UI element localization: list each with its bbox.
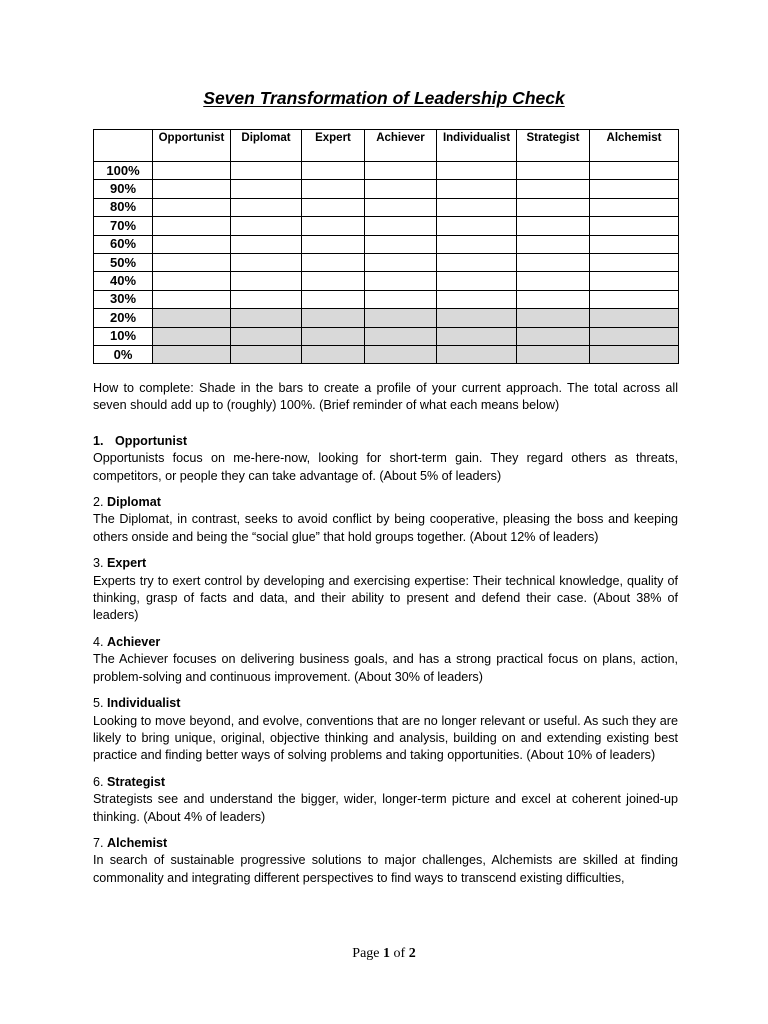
grid-cell[interactable] (590, 309, 679, 327)
page-title: Seven Transformation of Leadership Check (203, 88, 565, 108)
grid-cell[interactable] (590, 235, 679, 253)
grid-cell[interactable] (302, 309, 365, 327)
grid-cell[interactable] (365, 180, 437, 198)
section-heading (93, 774, 678, 791)
grid-cell[interactable] (231, 235, 302, 253)
leadership-grid (93, 129, 679, 364)
section-heading (93, 494, 678, 511)
sections-list (93, 433, 678, 887)
grid-cell[interactable] (437, 290, 517, 308)
grid-cell[interactable] (590, 253, 679, 271)
grid-cell[interactable] (302, 290, 365, 308)
grid-cell[interactable] (231, 272, 302, 290)
percent-label: 30% (94, 290, 153, 308)
document-body (93, 380, 678, 896)
section-heading (93, 695, 678, 712)
grid-cell[interactable] (153, 272, 231, 290)
section-name: Strategist (107, 774, 166, 789)
column-header: Alchemist (590, 130, 679, 162)
grid-cell[interactable] (517, 180, 590, 198)
section-name: Achiever (107, 634, 161, 649)
table-row (94, 198, 679, 216)
grid-cell[interactable] (302, 217, 365, 235)
grid-cell[interactable] (153, 217, 231, 235)
section (93, 555, 678, 625)
percent-label: 40% (94, 272, 153, 290)
grid-cell[interactable] (365, 309, 437, 327)
grid-cell[interactable] (517, 198, 590, 216)
grid-cell[interactable] (302, 345, 365, 363)
table-row (94, 162, 679, 180)
page-label: Page (352, 946, 380, 961)
section (93, 774, 678, 826)
grid-cell[interactable] (231, 198, 302, 216)
page-of: of (393, 946, 406, 961)
table-row (94, 345, 679, 363)
grid-cell[interactable] (517, 162, 590, 180)
section-text: Opportunists focus on me-here-now, looking for short-term gain. They regard others as threats, competitors, or people they can take advantage of. (About 5% of leaders) (93, 451, 678, 483)
grid-cell[interactable] (302, 272, 365, 290)
grid-cell[interactable] (153, 345, 231, 363)
grid-cell[interactable] (437, 309, 517, 327)
grid-cell[interactable] (153, 162, 231, 180)
grid-cell[interactable] (437, 235, 517, 253)
column-header: Diplomat (231, 130, 302, 162)
grid-cell[interactable] (437, 272, 517, 290)
section-number: 7. (93, 835, 104, 850)
grid-cell[interactable] (517, 217, 590, 235)
grid-cell[interactable] (302, 162, 365, 180)
grid-cell[interactable] (590, 327, 679, 345)
grid-cell[interactable] (590, 198, 679, 216)
grid-cell[interactable] (590, 272, 679, 290)
grid-cell[interactable] (231, 290, 302, 308)
grid-cell[interactable] (437, 198, 517, 216)
grid-cell[interactable] (302, 198, 365, 216)
grid-cell[interactable] (302, 235, 365, 253)
percent-label: 60% (94, 235, 153, 253)
section-text: Looking to move beyond, and evolve, conventions that are no longer relevant or useful. As such they are likely to bring unique, original, objective thinking and analysis, building on and extending existing best practice and finding better ways of solving problems and taking opportunities. (About 10% of leaders) (93, 713, 678, 763)
grid-cell[interactable] (231, 253, 302, 271)
section (93, 494, 678, 546)
header-row (94, 130, 679, 162)
page-current: 1 (383, 946, 391, 961)
percent-label: 90% (94, 180, 153, 198)
column-header: Achiever (365, 130, 437, 162)
grid-cell[interactable] (437, 180, 517, 198)
percent-label: 70% (94, 217, 153, 235)
grid-cell[interactable] (517, 309, 590, 327)
section-number: 5. (93, 696, 104, 711)
table-row (94, 272, 679, 290)
section-name: Alchemist (107, 835, 168, 850)
grid-cell[interactable] (365, 235, 437, 253)
section-number: 1. (93, 433, 104, 448)
grid-cell[interactable] (153, 253, 231, 271)
grid-cell[interactable] (231, 327, 302, 345)
grid-cell[interactable] (153, 327, 231, 345)
grid-cell[interactable] (365, 272, 437, 290)
section (93, 634, 678, 686)
grid-cell[interactable] (153, 235, 231, 253)
section-text: The Achiever focuses on delivering business goals, and has a strong practical focus on plans, action, problem-solving and continuous improvement. (About 30% of leaders) (93, 652, 678, 684)
table-row (94, 327, 679, 345)
grid-cell[interactable] (365, 290, 437, 308)
section (93, 835, 678, 887)
grid-cell[interactable] (517, 235, 590, 253)
section-name: Expert (107, 556, 147, 571)
section-number: 2. (93, 495, 104, 510)
section-heading (93, 555, 678, 572)
section-number: 6. (93, 774, 104, 789)
percent-label: 0% (94, 345, 153, 363)
column-header: Opportunist (153, 130, 231, 162)
column-header: Strategist (517, 130, 590, 162)
percent-label: 100% (94, 162, 153, 180)
table-row (94, 309, 679, 327)
grid-cell[interactable] (365, 345, 437, 363)
grid-cell[interactable] (590, 345, 679, 363)
percent-label: 10% (94, 327, 153, 345)
grid-cell[interactable] (517, 345, 590, 363)
column-header: Individualist (437, 130, 517, 162)
percent-label: 80% (94, 198, 153, 216)
grid-cell[interactable] (365, 162, 437, 180)
grid-cell[interactable] (517, 290, 590, 308)
grid-cell[interactable] (231, 180, 302, 198)
grid-cell[interactable] (590, 162, 679, 180)
section-heading (93, 835, 678, 852)
grid-cell[interactable] (302, 180, 365, 198)
section-text: The Diplomat, in contrast, seeks to avoid conflict by being cooperative, pleasing the boss and keeping others onside and being the “social glue” that hold groups together. (About 12% of leaders) (93, 512, 678, 544)
section-number: 3. (93, 556, 104, 571)
table-row (94, 253, 679, 271)
grid-cell[interactable] (437, 253, 517, 271)
page-total: 2 (408, 946, 416, 961)
grid-cell[interactable] (153, 198, 231, 216)
grid-cell[interactable] (437, 327, 517, 345)
section (93, 695, 678, 765)
table-row (94, 217, 679, 235)
section (93, 433, 678, 485)
grid-cell[interactable] (231, 345, 302, 363)
section-name: Individualist (107, 696, 181, 711)
grid-cell[interactable] (153, 290, 231, 308)
table-row (94, 235, 679, 253)
column-header: Expert (302, 130, 365, 162)
table-row (94, 180, 679, 198)
section-text: Strategists see and understand the bigger, wider, longer-term picture and excel at coherent joined-up thinking. (About 4% of leaders) (93, 792, 678, 824)
grid-cell[interactable] (365, 217, 437, 235)
grid-cell[interactable] (302, 253, 365, 271)
section-name: Opportunist (115, 433, 188, 448)
table-row (94, 290, 679, 308)
grid-cell[interactable] (153, 309, 231, 327)
grid-cell[interactable] (517, 327, 590, 345)
section-heading (93, 433, 678, 450)
grid-cell[interactable] (231, 217, 302, 235)
section-heading (93, 634, 678, 651)
corner-cell (94, 130, 153, 162)
grid-cell[interactable] (437, 162, 517, 180)
grid-cell[interactable] (590, 217, 679, 235)
grid-cell[interactable] (437, 345, 517, 363)
grid-cell[interactable] (153, 180, 231, 198)
grid-cell[interactable] (231, 309, 302, 327)
grid-cell[interactable] (517, 253, 590, 271)
section-text: In search of sustainable progressive solutions to major challenges, Alchemists are skilled at finding commonality and integrating different perspectives to find ways to transcend existing difficulties, (93, 853, 678, 885)
grid-cell[interactable] (365, 198, 437, 216)
grid-cell[interactable] (365, 253, 437, 271)
grid-cell[interactable] (590, 180, 679, 198)
grid-cell[interactable] (437, 217, 517, 235)
section-number: 4. (93, 634, 104, 649)
grid-cell[interactable] (517, 272, 590, 290)
percent-label: 50% (94, 253, 153, 271)
section-text: Experts try to exert control by developing and exercising expertise: Their technical knowledge, quality of thinking, grasp of facts and data, and their ability to present and defend their case. (About 38% of leaders) (93, 573, 678, 623)
grid-cell[interactable] (365, 327, 437, 345)
instructions: How to complete: Shade in the bars to create a profile of your current approach. The total across all seven should add up to (roughly) 100%. (Brief reminder of what each means below) (93, 381, 678, 413)
grid-cell[interactable] (302, 327, 365, 345)
grid-cell[interactable] (590, 290, 679, 308)
grid-cell[interactable] (231, 162, 302, 180)
page-footer (0, 946, 768, 962)
percent-label: 20% (94, 309, 153, 327)
section-name: Diplomat (107, 495, 161, 510)
